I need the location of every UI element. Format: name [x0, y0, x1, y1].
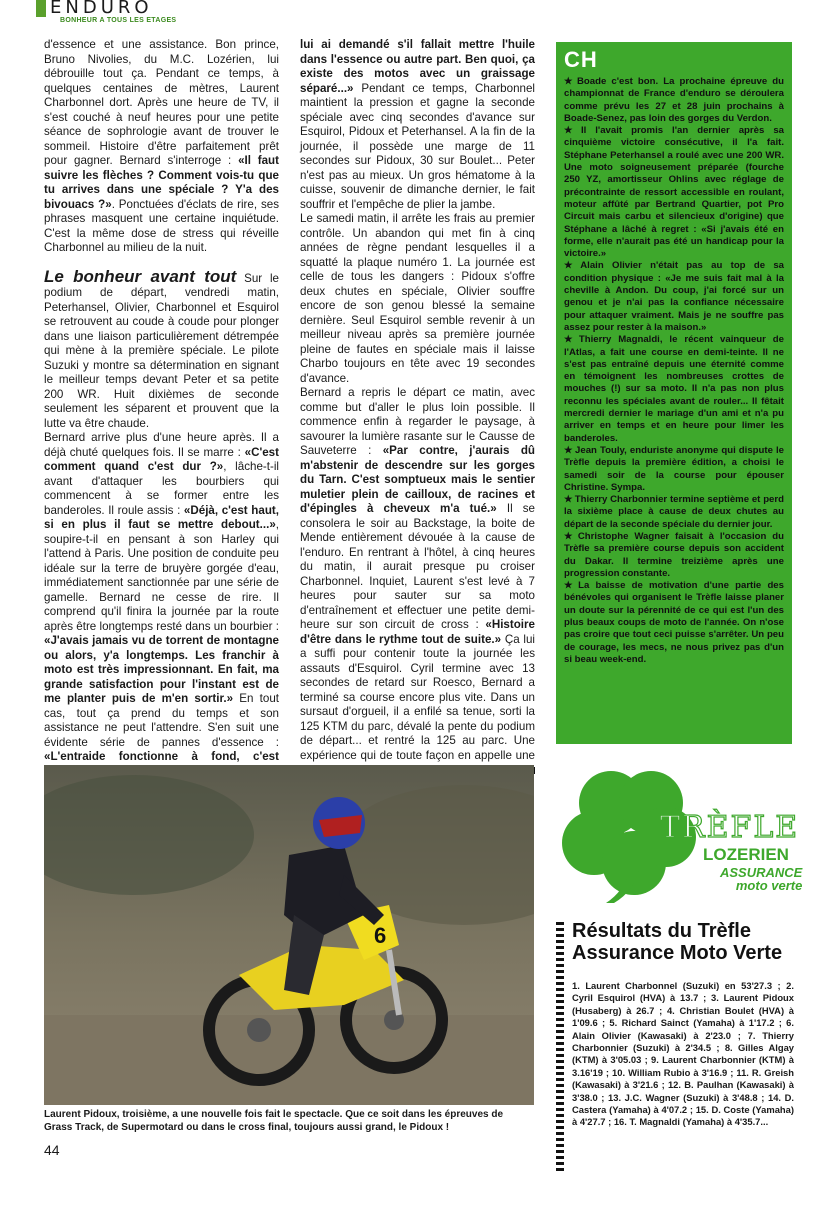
logo-region: LOZERIEN	[703, 845, 789, 864]
paragraph	[300, 38, 535, 212]
text: , lâche-t-il avant d'attaquer les bourbiers qui commencent à se former entre les banderoles. Il roule assis :	[44, 460, 279, 517]
sidebar-item-text: Thierry Charbonnier termine septième et perd la sixième place à cause de deux chutes au départ de la seconde spéciale du dernier jour.	[564, 494, 784, 530]
star-icon: ★	[564, 334, 577, 346]
star-icon: ★	[564, 494, 573, 506]
quote: «J'avais jamais vu de torrent de montagne ou alors, y'a longtemps. Les franchir à moto est très impressionnant. En fait, ma grande satisfaction pour l'instant est de me planter puis de m'en sortir.»	[44, 634, 279, 705]
quote: «Il faut suivre les flèches ? Comment vois-tu que tu arrives dans une spéciale ? Y'a des bivouacs ?»	[44, 154, 279, 211]
sidebar-item-text: Il l'avait promis l'an dernier après sa cinquième victoire consécutive, il l'a fait. Stéphane Peterhansel a roulé avec une 200 WR. Une moto soigneusement préparée (fourche 250 YZ, amortisseur Ohlins avec réglage de précontrainte de ressort accessible en roulant, moteur affûté par Bertrand Quartier, pot Pro Circuit mais carbu et silencieux d'origine) que Stéphane a lâché à regret : «Si j'avais été en forme, elle n'aurait pas été un handicap pour la victoire.»	[564, 125, 784, 260]
sidebar-item	[564, 494, 784, 531]
text: , soupire-t-il en pensant à son Harley qui l'attend à Paris. Une position de conduite peu idéale sur la terre de bruyère gorgée d'eau, immédiatement sanctionnée par une série de gamelle. Bernard ne cesse de rire. Il comprend qu'il finira la journée par la route après être longtemps resté dans un bourbier :	[44, 518, 279, 633]
star-icon: ★	[564, 530, 576, 542]
paragraph	[44, 431, 279, 794]
section-marker	[36, 0, 46, 17]
quote: «Histoire d'être dans le rythme tout de suite.»	[300, 618, 535, 646]
sidebar-item	[564, 260, 784, 334]
sidebar-item	[564, 445, 784, 494]
text: . Ponctuées d'éclats de rire, ses phrases masquent une certaine inquiétude. C'est la même dose de stress qui réveille Charbonnel au milieu de la nuit.	[44, 197, 279, 254]
star-icon: ★	[564, 580, 577, 592]
logo-brand: TRÈFLE	[660, 810, 800, 845]
text: d'essence et une assistance. Bon prince, Bruno Nivolies, du M.C. Lozérien, lui débrouille tout ça. Pendant ce temps, à quelques centaines de mètres, Laurent Charbonnel dort. Après une heure de TV, il s'est couché à neuf heures pour une petite séance de sophrologie avant de trouver le sommeil. Histoire d'être parfaitement prêt pour gagner. Bernard s'interroge :	[44, 38, 279, 167]
sidebar-item	[564, 580, 784, 666]
page-number: 44	[44, 1142, 60, 1158]
results-title: Résultats du Trèfle Assurance Moto Verte	[572, 920, 783, 964]
quote: lui ai demandé s'il fallait mettre l'huile dans l'essence ou autre part. Ben quoi, ça existe des motos avec un graissage séparé...»	[300, 38, 535, 95]
paragraph	[44, 38, 279, 256]
quote: «C'est comment quand c'est dur ?»	[44, 445, 279, 473]
sidebar-item	[564, 125, 784, 260]
text: En tout cas, tout ça prend du temps et son assistance ne peut l'attendre. S'en suit une évidente série de pannes d'essence :	[44, 692, 279, 749]
star-icon: ★	[564, 76, 575, 87]
race-number: 6	[374, 923, 387, 948]
news-sidebar	[556, 42, 792, 744]
race-photo	[44, 765, 534, 1105]
logo-tagline-line2: moto verte	[735, 878, 803, 893]
logo-tagline	[720, 866, 802, 892]
article-column-1	[44, 38, 279, 794]
quote: «Déjà, c'est haut, si en plus il faut se mettre debout...»	[44, 503, 279, 531]
sidebar-item	[564, 76, 784, 125]
motocross-rider-image	[44, 765, 534, 1105]
text: Il se consolera le soir au Backstage, la boite de Mende entièrement dévouée à la cause de l'enduro. En rentrant à l'hôtel, à cinq heures du matin, il aurait presque pu croiser Charbonnel. Inquiet, Laurent s'est levé à 7 heures pour sauter sur sa moto d'entraînement et effectuer une petite demi-heure sur son circuit de cross :	[300, 502, 535, 631]
sidebar-item-text: Jean Touly, enduriste anonyme qui dispute le Trèfle depuis la première édition, a choisi le samedi soir de la course pour épouser Christine. Sympa.	[564, 444, 785, 493]
quote: «L'entraide fonctionne à fond, c'est	[44, 750, 279, 763]
sidebar-item	[564, 531, 784, 580]
sidebar-title: CH	[564, 47, 598, 72]
results-list: 1. Laurent Charbonnel (Suzuki) en 53'27.3 ; 2. Cyril Esquirol (HVA) à 13.7 ; 3. Laurent Pidoux (Husaberg) à 26.7 ; 4. Christian Boulet (HVA) à 1'09.6 ; 5. Richard Sainct (Yamaha) à 1'17.2 ; 6. Alain Olivier (Kawasaki) à 2'23.0 ; 7. Thierry Charbonnier (Suzuki) à 2'34.5 ; 8. Gilles Algay (KTM) à 3'05.03 ; 9. Laurent Charbonnier (KTM) à 3.16'19 ; 10. William Rubio à 3'16.9 ; 11. R. Greish (Kawasaki) à 3'21.6 ; 12. B. Paulhan (Kawasaki) à 3'38.0 ; 13. J.C. Wagner (Suzuki) à 3'48.8 ; 14. D. Castera (Yamaha) à 4'07.2 ; 15. D. Coste (Yamaha) à 4'27.7 ; 16. T. Magnaldi (Yamaha) à 4'35.7...	[572, 980, 794, 1128]
star-icon: ★	[564, 260, 579, 272]
sidebar-item-text: Thierry Magnaldi, le récent vainqueur de l'Atlas, a fait une course en demi-teinte. Il ne s'est pas entraîné depuis une éternité comme en témoignent les nombreuses crottes de mouches (!) sur sa moto. Il n'a pas non plus reconnu les spéciales avant de rouler... Il fêtait mercredi dernier le mariage d'un ami et n'a pu arriver en temps et en heure pour limer les banderoles.	[564, 334, 784, 444]
quote: «Par contre, j'aurais dû m'abstenir de descendre sur les gorges du Tarn. C'est somptueux mais le sentier muletier plein de cailloux, de racines et d'épingles à cheveux m'a tué.»	[300, 444, 535, 515]
subheading: Le bonheur avant tout	[44, 266, 237, 286]
photo-caption: Laurent Pidoux, troisième, a une nouvelle fois fait le spectacle. Que ce soit dans les épreuves de Grass Track, de Supermotard ou dans le cross final, toujours aussi grand, le Pidoux !	[44, 1109, 504, 1133]
star-icon: ★	[564, 444, 574, 456]
paragraph: Le samedi matin, il arrête les frais au premier contrôle. Un abandon qui met fin à cinq années de règne pendant lesquelles il a squatté la plaque numéro 1. La journée est celle de tous les dangers : Pidoux s'offre deux chutes en spéciale, Olivier souffre encore de son genou blessé la semaine dernière. Seul Esquirol semble revenir à un meilleur niveau après sa première journée pleine de fautes en spéciale mais il laisse Charbo toujours en tête avec 19 secondes d'avance.	[300, 212, 535, 385]
text: Sur le podium de départ, vendredi matin, Peterhansel, Olivier, Charbonnel et Esquirol se retrouvent au coude à coude pour plonger dans une liaison particulièrement détrempée qui mène à la première spéciale. Le pilote Suzuki y montre sa détermination en signant le meilleur temps devant Peter et sa petite 200 WR. Huit dixièmes de seconde seulement les séparent et prouvent que la lutte va être chaude.	[44, 271, 279, 430]
paragraph	[44, 266, 279, 432]
sidebar-item-text: Alain Olivier n'était pas au top de sa condition physique : «Je me suis fait mal à la cheville à Andon. Du coup, j'ai forcé sur un genou et je n'ai pas la confiance nécessaire pour attaquer vraiment. Mais je ne souffre pas assez pour rester à la maison.»	[564, 260, 784, 333]
sidebar-item-text: Boade c'est bon. La prochaine épreuve du championnat de France d'enduro se déroulera comme prévu les 27 et 28 juin prochains à Boade-Senez, pas loin des gorges du Verdon.	[564, 76, 784, 124]
decorative-border	[556, 922, 564, 1172]
page-header	[0, 0, 837, 28]
text: Bernard a repris le départ ce matin, avec comme but d'aller le plus loin possible. Il commence enfin à regarder le paysage, à savourer la lumière rasante sur le Causse de Sauveterre :	[300, 386, 535, 457]
section-subtitle: BONHEUR A TOUS LES ETAGES	[60, 17, 177, 24]
text: Bernard arrive plus d'une heure après. Il a déjà chuté quelques fois. Il se marre :	[44, 431, 279, 459]
section-title: ENDURO	[50, 0, 153, 18]
sidebar-item	[564, 334, 784, 445]
paragraph	[300, 386, 535, 778]
logo-tagline-line1: ASSURANCE	[720, 865, 803, 880]
text: Ça lui a suffi pour contenir toute la journée les assauts d'Esquirol. Cyril termine avec 13 secondes de retard sur Roesco, Bernard a terminé sa course encore plus vite. Dans un sursaut d'orgueil, il a enfilé sa tenue, sorti la 125 KTM du parc, dévalé la pente du podium de départ... et rentré la 125 au parc. Une expérience qui de toute façon en appelle une	[300, 632, 535, 762]
sidebar-item-text: La baisse de motivation d'une partie des bénévoles qui organisent le Trèfle laisse planer un doute sur la pérennité de ce qui est l'un des plus beaux coups de moto de l'année. On n'ose pas croire que tout ceci puisse s'arrêter. Un peu de courage, les mecs, ne nous privez pas d'un si beau week-end.	[564, 580, 784, 665]
article-column-2	[300, 38, 535, 778]
sidebar-item-text: Christophe Wagner faisait à l'occasion du Trèfle sa première course depuis son accident du Dakar. Il termine treizième après une progression constante.	[564, 530, 784, 579]
star-icon: ★	[564, 125, 579, 137]
sidebar-items	[564, 76, 784, 666]
text: Pendant ce temps, Charbonnel maintient la pression et gagne la seconde spéciale avec cinq secondes d'avance sur Esquirol, Pidoux et Peterhansel. A la fin de la journée, il possède une marge de 11 secondes sur Pidoux, 30 sur Boulet... Peter n'est pas au mieux. Un gros hématome à la cuisse, souvenir de dimanche dernier, le fait souffrir et l'empêche de plier la jambe.	[300, 81, 535, 211]
